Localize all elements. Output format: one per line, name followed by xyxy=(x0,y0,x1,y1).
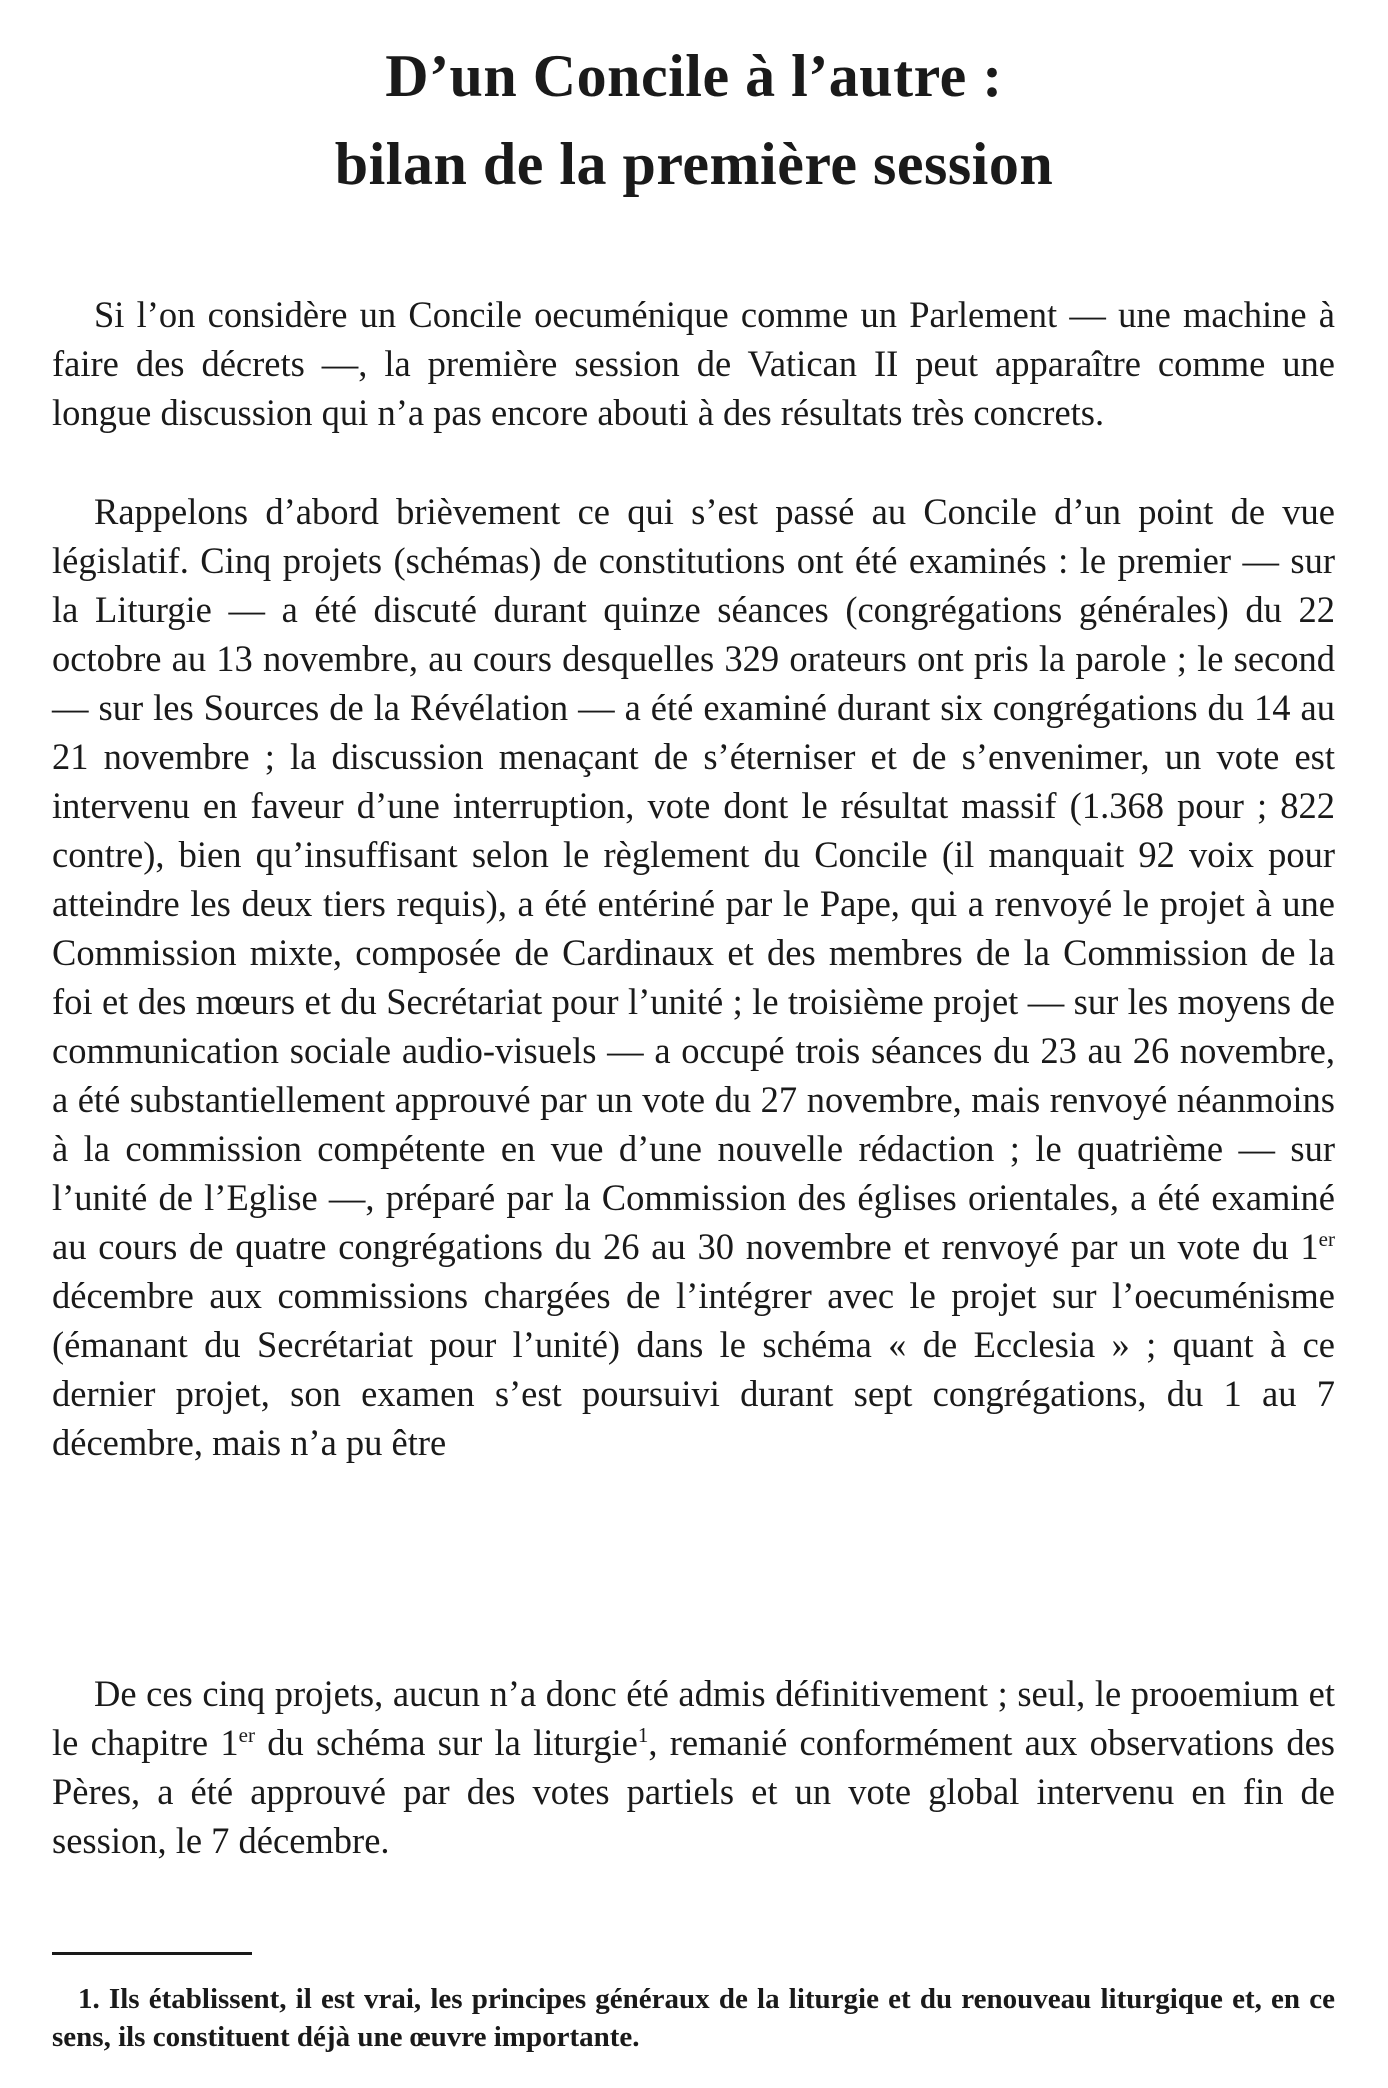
title-line-2: bilan de la première session xyxy=(334,131,1054,197)
paragraph-2 xyxy=(52,487,1335,1467)
paragraph-2-text xyxy=(52,487,1335,1467)
footnote-text: 1. Ils établissent, il est vrai, les principes généraux de la liturgie et du renouveau liturgique et, en ce sens, ils constituent déjà une œuvre importante. xyxy=(52,1983,1335,2053)
paragraph-3-part-b: du schéma sur la liturgie xyxy=(254,1722,638,1763)
paragraph-2-part-b: décembre aux commissions chargées de l’intégrer avec le projet sur l’oecuménisme (émanant du Secrétariat pour l’unité) dans le schéma « de Ecclesia » ; quant à ce dernier projet, son examen s’est poursuivi durant sept congrégations, du 1 au 7 décembre, mais n’a pu être xyxy=(52,1275,1335,1463)
paragraph-3-part-c: , remanié conformément aux observations des Pères, a été approuvé par des votes partiels et un vote global intervenu en fin de session, le 7 décembre. xyxy=(52,1722,1335,1861)
paragraph-2-part-a: Rappelons d’abord brièvement ce qui s’est passé au Concile d’un point de vue législatif. Cinq projets (schémas) de constitutions ont été examinés : le premier — sur la Liturgie — a été discuté durant quinze séances (congrégations générales) du 22 octobre au 13 novembre, au cours desquelles 329 orateurs ont pris la parole ; le second — sur les Sources de la Révélation — a été examiné durant six congrégations du 14 au 21 novembre ; la discussion menaçant de s’éterniser et de s’envenimer, un vote est intervenu en faveur d’une interruption, vote dont le résultat massif (1.368 pour ; 822 contre), bien qu’insuffisant selon le règlement du Concile (il manquait 92 voix pour atteindre les deux tiers requis), a été entériné par le Pape, qui a renvoyé le projet à une Commission mixte, composée de Cardinaux et des membres de la Commission de la foi et des mœurs et du Secrétariat pour l’unité ; le troisième projet — sur les moyens de communication sociale audio-visuels — a occupé trois séances du 23 au 26 novembre, a été substantiellement approuvé par un vote du 27 novembre, mais renvoyé néanmoins à la commission compétente en vue d’une nouvelle rédaction ; le quatrième — sur l’unité de l’Eglise —, préparé par la Commission des églises orientales, a été examiné au cours de quatre congrégations du 26 au 30 novembre et renvoyé par un vote du 1 xyxy=(52,491,1335,1267)
paragraph-3-part-a: De ces cinq projets, aucun n’a donc été admis définitivement ; seul, le prooemium et le chapitre 1 xyxy=(52,1673,1335,1763)
footnote-reference: 1 xyxy=(637,1722,649,1747)
footnote xyxy=(52,1980,1335,2056)
footnote-divider xyxy=(52,1952,252,1955)
paragraph-3 xyxy=(52,1669,1335,1865)
paragraph-1 xyxy=(52,290,1335,437)
paragraph-3-text xyxy=(52,1669,1335,1865)
paragraph-1-text: Si l’on considère un Concile oecuménique comme un Parlement — une machine à faire des décrets —, la première session de Vatican II peut apparaître comme une longue discussion qui n’a pas encore abouti à des résultats très concrets. xyxy=(52,294,1335,433)
ordinal-superscript: er xyxy=(1318,1226,1335,1251)
ordinal-superscript: er xyxy=(238,1722,255,1747)
title-line-1: D’un Concile à l’autre : xyxy=(385,43,1003,109)
